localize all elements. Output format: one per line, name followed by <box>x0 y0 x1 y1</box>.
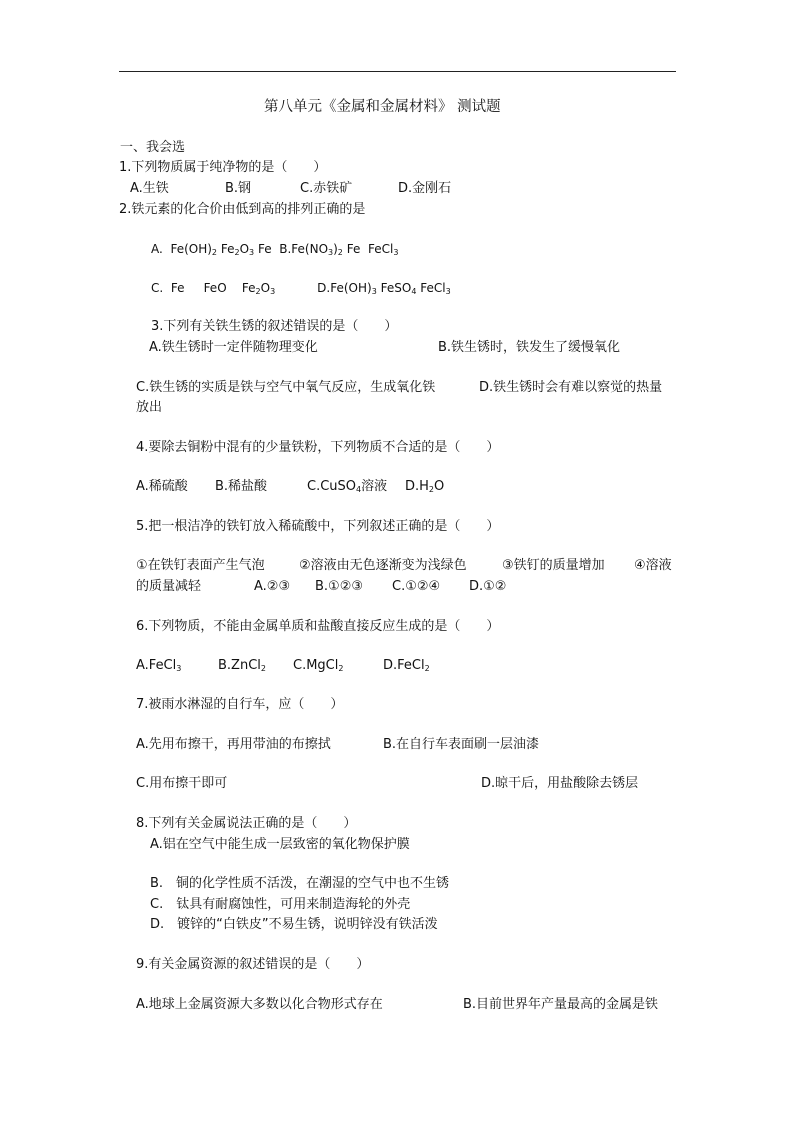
q5-option-d: D.①② <box>469 579 507 594</box>
q2-d-sub-so: 4 <box>411 287 417 296</box>
q2-d-sub-oh: 3 <box>371 287 377 296</box>
q2-b-sub-cl: 3 <box>393 248 399 257</box>
q6-option-b-sub: 2 <box>260 664 266 673</box>
q2-b-fe: Fe <box>346 242 361 256</box>
q2-c-sub-fe: 2 <box>255 287 261 296</box>
q6-option-a-sub: 3 <box>176 664 182 673</box>
q7-option-b: B.在自行车表面刷一层油漆 <box>383 737 540 752</box>
q9-option-b: B.目前世界年产量最高的金属是铁 <box>463 997 659 1012</box>
q5-option-b: B.①②③ <box>315 579 364 594</box>
q6-option-a <box>136 657 181 675</box>
q6-option-d-sub: 2 <box>424 664 430 673</box>
q4-option-c-sub: 4 <box>356 485 362 494</box>
q1-option-a: A.生铁 <box>130 181 169 196</box>
q5-option-c: C.①②④ <box>392 579 441 594</box>
q6-stem: 6.下列物质，不能由金属单质和盐酸直接反应生成的是（ ） <box>136 619 500 634</box>
q5-statement-4-cont: 的质量减轻 <box>136 579 202 594</box>
q2-a-o: O <box>239 242 250 256</box>
q4-options <box>136 478 536 496</box>
q6-option-b <box>218 657 266 675</box>
q2-d-sub-cl: 3 <box>445 287 451 296</box>
q2-a-sub-fe: 2 <box>234 248 240 257</box>
q5-statement-2: ②溶液由无色逐渐变为浅绿色 <box>299 558 467 573</box>
q4-option-c <box>307 478 387 496</box>
q2-d-feoh: Fe(OH) <box>330 281 372 295</box>
q4-option-d-h: D.H <box>405 479 429 494</box>
q8-option-d: D. 镀锌的“白铁皮”不易生锈，说明锌没有铁活泼 <box>150 917 438 932</box>
q5-statement-3: ③铁钉的质量增加 <box>502 558 605 573</box>
q8-stem: 8.下列有关金属说法正确的是（ ） <box>136 816 357 831</box>
q2-a-sub-o: 3 <box>249 248 255 257</box>
q7-option-a: A.先用布擦干，再用带油的布擦拭 <box>136 737 331 752</box>
q5-statements <box>136 557 681 575</box>
q2-b-close: ) <box>333 242 338 256</box>
q2-c-feo: FeO <box>203 281 227 295</box>
q4-option-b: B.稀盐酸 <box>215 479 268 494</box>
q2-b-sub-2: 2 <box>337 248 343 257</box>
q8-option-c: C. 钛具有耐腐蚀性，可用来制造海轮的外壳 <box>150 897 411 912</box>
q2-c-fe2: Fe <box>241 281 256 295</box>
header-rule <box>119 71 676 72</box>
q5-option-a: A.②③ <box>254 579 291 594</box>
q2-c-sub-o: 3 <box>270 287 276 296</box>
q6-option-c-sub: 2 <box>338 664 344 673</box>
q3-option-c: C.铁生锈的实质是铁与空气中氧气反应，生成氧化铁 <box>136 380 436 395</box>
q4-option-d-sub: 2 <box>428 485 435 494</box>
q4-option-c-text: 溶液 <box>361 479 388 494</box>
q1-options <box>130 180 690 198</box>
q6-option-a-text: A.FeCl <box>136 658 177 673</box>
q4-option-d-o: O <box>434 479 445 494</box>
q5-statement-4: ④溶液 <box>634 558 672 573</box>
q2-c-o: O <box>260 281 271 295</box>
q8-option-b: B. 铜的化学性质不活泼，在潮湿的空气中也不生锈 <box>150 876 450 891</box>
q6-option-d <box>383 657 430 675</box>
q6-options <box>136 657 476 675</box>
q3-option-d: D.铁生锈时会有难以察觉的热量 <box>479 380 663 395</box>
q2-d-fecl: FeCl <box>420 281 446 295</box>
q2-d-label: D. <box>317 281 331 295</box>
q7-option-c: C.用布擦干即可 <box>136 776 228 791</box>
q1-option-c: C.赤铁矿 <box>300 181 353 196</box>
q9-option-a: A.地球上金属资源大多数以化合物形式存在 <box>136 997 383 1012</box>
q4-option-c-formula: C.CuSO <box>307 479 357 494</box>
q1-stem: 1.下列物质属于纯净物的是（ ） <box>119 160 327 175</box>
q9-stem: 9.有关金属资源的叙述错误的是（ ） <box>136 957 370 972</box>
q7-stem: 7.被雨水淋湿的自行车，应（ ） <box>136 697 344 712</box>
q6-option-b-text: B.ZnCl <box>218 658 261 673</box>
page-title: 第八单元《金属和金属材料》 测试题 <box>264 99 501 115</box>
q2-b-feno3: Fe(NO <box>291 242 329 256</box>
q3-stem: 3.下列有关铁生锈的叙述错误的是（ ） <box>151 319 398 334</box>
q2-b-label: B. <box>279 242 292 256</box>
q2-a-fe2: Fe <box>220 242 235 256</box>
q2-c-fe: Fe <box>170 281 185 295</box>
q3-option-b: B.铁生锈时，铁发生了缓慢氧化 <box>438 340 621 355</box>
q1-option-b: B.钢 <box>225 181 252 196</box>
q6-option-c-text: C.MgCl <box>293 658 339 673</box>
q4-option-a: A.稀硫酸 <box>136 479 188 494</box>
q4-stem: 4.要除去铜粉中混有的少量铁粉，下列物质不合适的是（ ） <box>136 440 500 455</box>
q2-a-fe: Fe <box>257 242 272 256</box>
q2-a-sub: 2 <box>211 248 218 257</box>
section-heading: 一、我会选 <box>120 140 186 155</box>
q2-b-sub-n: 3 <box>328 248 334 257</box>
q6-option-c <box>293 657 343 675</box>
q4-option-d <box>405 478 444 496</box>
q2-options-cd <box>151 279 451 297</box>
q7-option-d: D.晾干后，用盐酸除去锈层 <box>481 776 639 791</box>
q3-option-a: A.铁生锈时一定伴随物理变化 <box>149 340 318 355</box>
q3-option-d-cont: 放出 <box>136 400 163 415</box>
q2-options-ab <box>151 240 398 258</box>
q8-option-a: A.铝在空气中能生成一层致密的氧化物保护膜 <box>150 837 410 852</box>
q6-option-d-text: D.FeCl <box>383 658 425 673</box>
q2-stem: 2.铁元素的化合价由低到高的排列正确的是 <box>119 202 366 217</box>
q1-option-d: D.金刚石 <box>398 181 452 196</box>
q5-statement-1: ①在铁钉表面产生气泡 <box>136 558 265 573</box>
q2-d-feso: FeSO <box>380 281 412 295</box>
q2-b-fecl: FeCl <box>368 242 394 256</box>
q5-options <box>136 578 556 596</box>
q2-c-label: C. <box>151 281 164 295</box>
q5-stem: 5.把一根洁净的铁钉放入稀硫酸中，下列叙述正确的是（ ） <box>136 519 500 534</box>
q2-a-label: A. <box>151 242 163 256</box>
q2-a-feoh: Fe(OH) <box>170 242 212 256</box>
